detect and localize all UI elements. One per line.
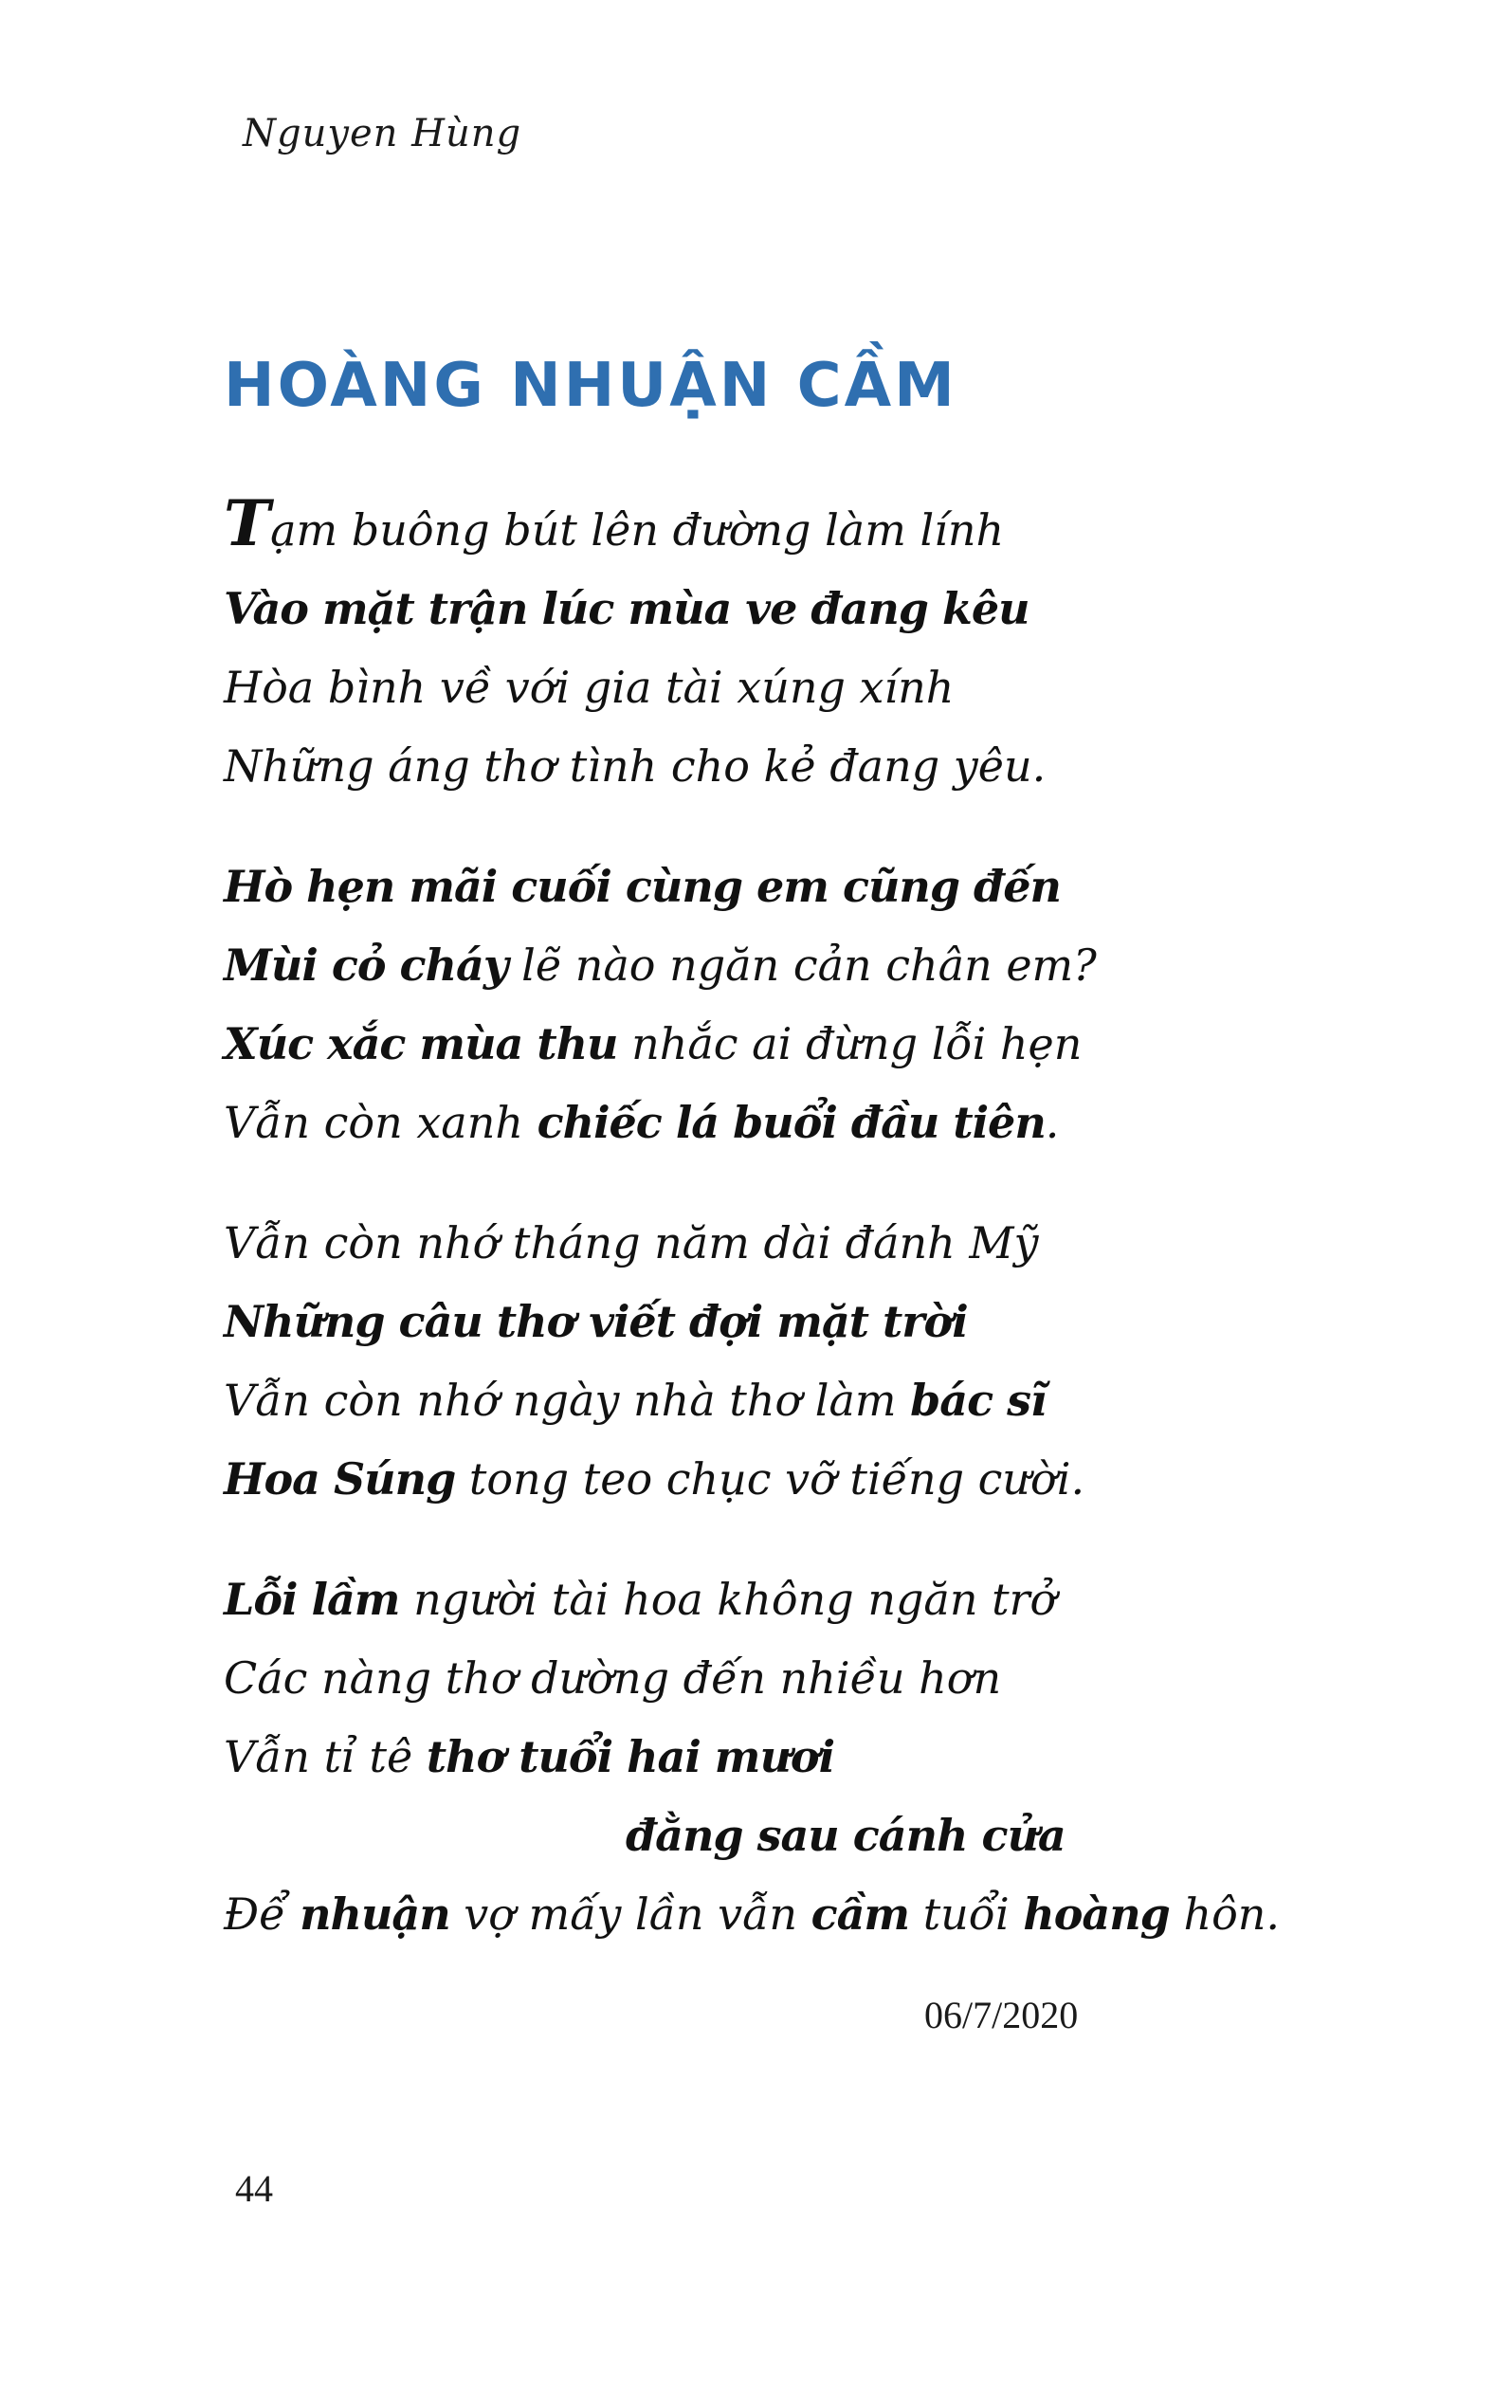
poem-line	[224, 1204, 1314, 1283]
line-text: Các nàng thơ dường đến nhiều hơn	[224, 1652, 1002, 1704]
stanza-2	[224, 848, 1314, 1162]
poem-date: 06/7/2020	[924, 1994, 1079, 2036]
line-text: lẽ nào ngăn cản chân em?	[507, 939, 1097, 991]
line-text: Hòa bình về với gia tài xúng xính	[224, 662, 955, 713]
poem-line	[224, 648, 1314, 727]
line-text: tuổi	[909, 1888, 1024, 1940]
poem-line	[224, 1639, 1314, 1718]
line-text: hôn.	[1169, 1888, 1281, 1940]
line-text: Vẫn tỉ tê	[224, 1731, 427, 1782]
line-text: nhắc ai đừng lỗi hẹn	[617, 1018, 1083, 1069]
poem-line	[224, 486, 1314, 570]
running-header-author: Nguyen Hùng	[243, 112, 522, 155]
poem-line	[224, 570, 1314, 648]
poem-line	[224, 926, 1314, 1005]
line-emphasis: Những câu thơ viết đợi mặt trời	[224, 1296, 968, 1347]
line-text: Vẫn còn nhớ tháng năm dài đánh Mỹ	[224, 1217, 1039, 1268]
poem-line	[224, 1875, 1314, 1954]
line-emphasis: chiếc lá buổi đầu tiên	[537, 1097, 1046, 1148]
poem-line	[224, 1440, 1314, 1519]
poem-line	[224, 1560, 1314, 1639]
stanza-1	[224, 486, 1314, 806]
poem-line	[224, 1718, 1314, 1797]
drop-cap: T	[224, 486, 271, 560]
line-emphasis: Lỗi lầm	[224, 1574, 400, 1625]
poem-line	[224, 1005, 1314, 1084]
line-text: vợ mấy lần vẫn	[449, 1888, 811, 1940]
line-emphasis: cầm	[811, 1888, 910, 1940]
line-text: Vẫn còn nhớ ngày nhà thơ làm	[224, 1375, 911, 1426]
line-emphasis: Hoa Súng	[224, 1453, 456, 1505]
page-number: 44	[235, 2167, 273, 2210]
line-text: người tài hoa không ngăn trở	[399, 1574, 1057, 1625]
poem-line-indented	[224, 1797, 1314, 1875]
line-punctuation: .	[1045, 1097, 1060, 1148]
line-text: Để	[224, 1888, 301, 1940]
line-emphasis: bác sĩ	[910, 1375, 1047, 1426]
line-emphasis: đằng sau cánh cửa	[626, 1810, 1066, 1861]
poem-line	[224, 1361, 1314, 1440]
poem-line	[224, 727, 1314, 806]
line-text: ạm buông bút lên đường làm lính	[270, 504, 1005, 556]
line-emphasis: Mùi cỏ cháy	[224, 939, 508, 991]
poem-line	[224, 1084, 1314, 1162]
stanza-4	[224, 1560, 1314, 1954]
line-text: Vẫn còn xanh	[224, 1097, 537, 1148]
stanza-3	[224, 1204, 1314, 1519]
line-emphasis: nhuận	[300, 1888, 450, 1940]
line-emphasis: Xúc xắc mùa thu	[224, 1018, 618, 1069]
line-emphasis: Hò hẹn mãi cuối cùng em cũng đến	[224, 861, 1061, 912]
poem-title: HOÀNG NHUẬN CẦM	[224, 351, 957, 421]
poem-body	[224, 486, 1314, 1996]
poem-line	[224, 1283, 1314, 1361]
line-emphasis: Vào mặt trận lúc mùa ve đang kêu	[224, 583, 1029, 634]
line-emphasis: hoàng	[1023, 1888, 1170, 1940]
poem-line	[224, 848, 1314, 926]
line-emphasis: thơ tuổi hai mươi	[426, 1731, 835, 1782]
line-text: Những áng thơ tình cho kẻ đang yêu.	[224, 740, 1047, 792]
line-text: tong teo chục vỡ tiếng cười.	[455, 1453, 1085, 1505]
